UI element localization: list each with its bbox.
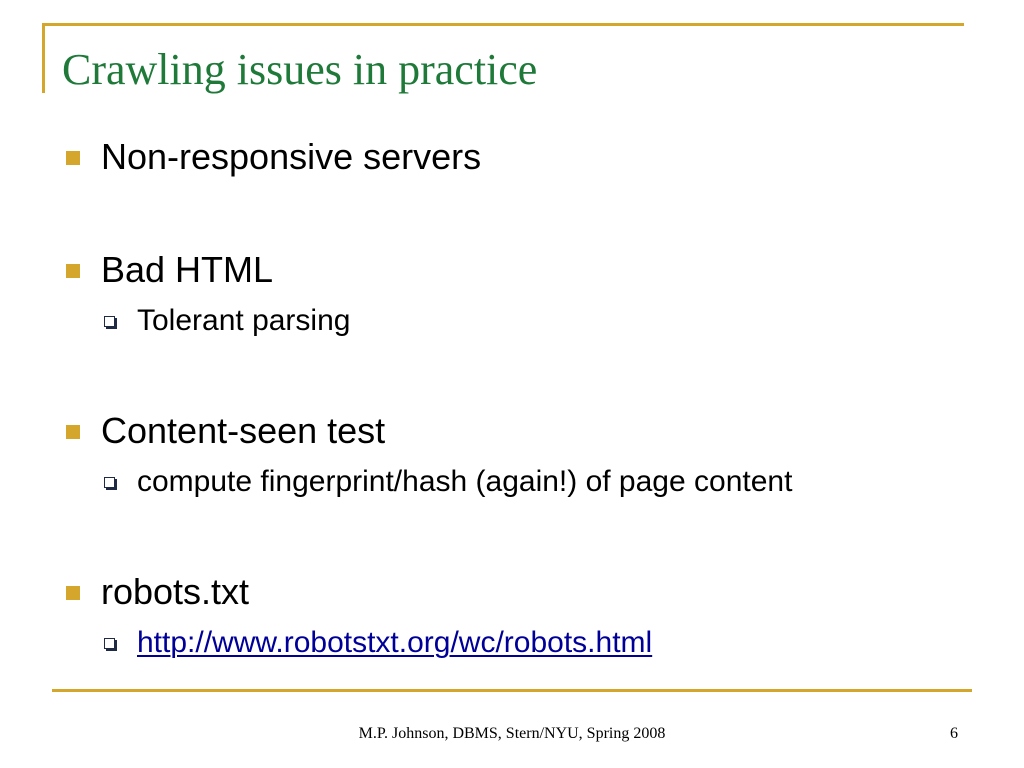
bullet-content-seen-test: Content-seen test [101,410,386,451]
sub-bullet-marker [104,316,115,327]
bullet-marker [66,264,80,278]
bullet-robots-txt: robots.txt [101,571,250,612]
bullet-bad-html: Bad HTML [101,249,274,290]
bullet-marker [66,586,80,600]
bullet-marker [66,425,80,439]
page-number: 6 [950,725,958,742]
sub-bullet-fingerprint-hash: compute fingerprint/hash (again!) of page content [137,465,793,498]
robots-link[interactable]: http://www.robotstxt.org/wc/robots.html [137,626,653,659]
footer-divider [52,689,972,692]
slide-title: Crawling issues in practice [62,45,538,94]
sub-bullet-tolerant-parsing: Tolerant parsing [137,304,351,337]
bullet-marker [66,151,80,165]
sub-bullet-marker [104,638,115,649]
sub-bullet-marker [104,477,115,488]
footer-caption: M.P. Johnson, DBMS, Stern/NYU, Spring 2008 [358,725,666,742]
bullet-non-responsive-servers: Non-responsive servers [101,136,482,177]
